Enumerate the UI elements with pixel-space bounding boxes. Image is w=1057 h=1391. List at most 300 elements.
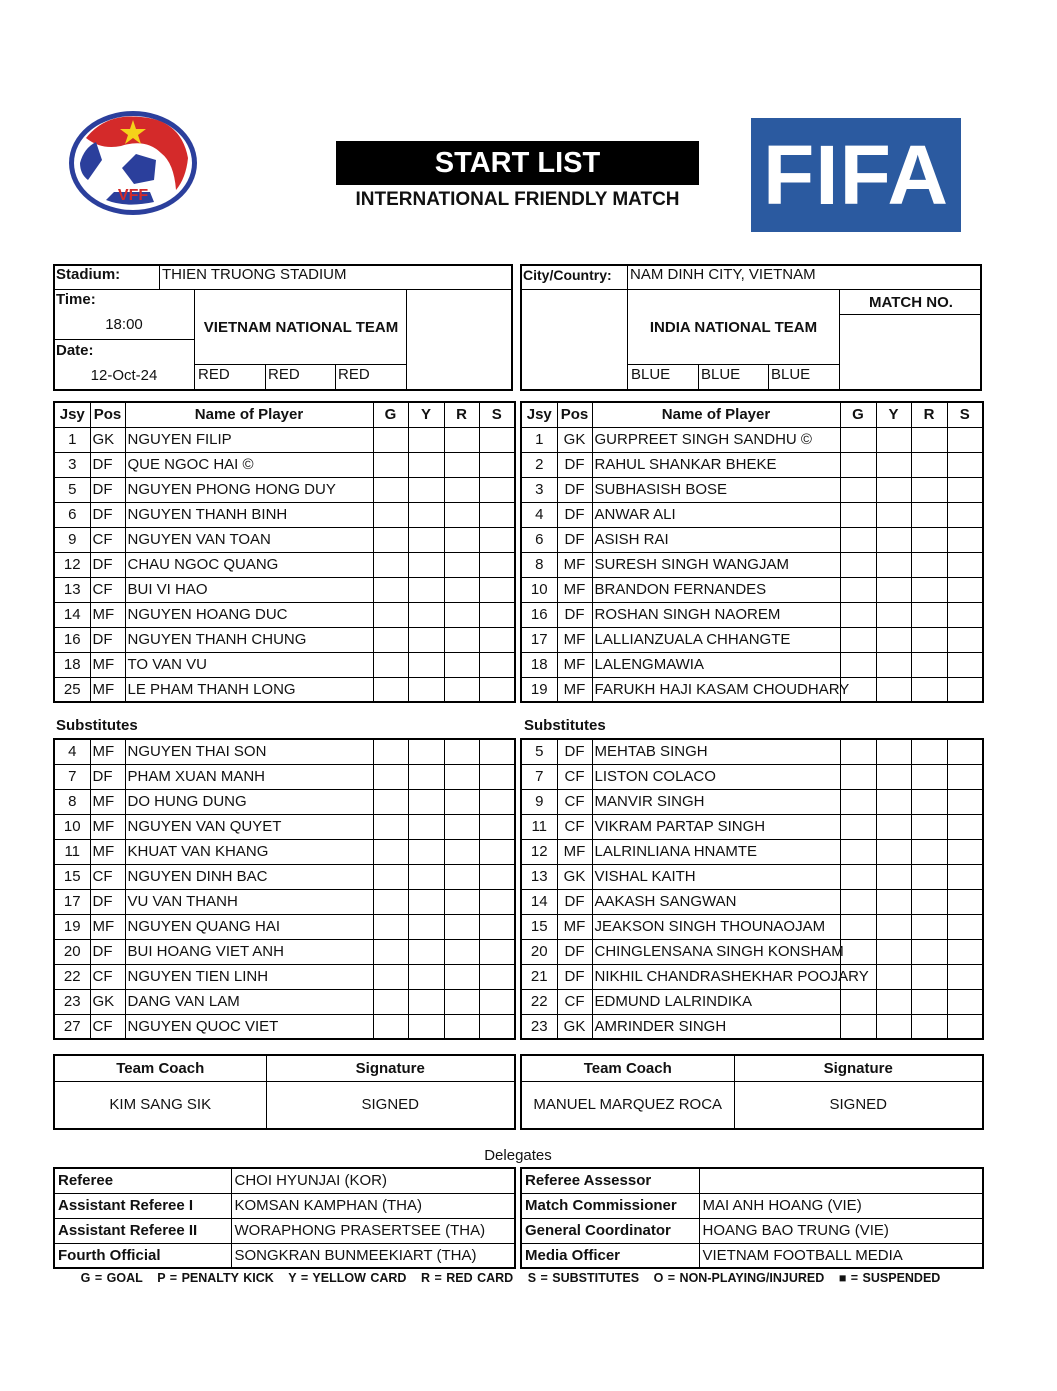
player-row — [521, 502, 983, 527]
yellow-cell — [408, 477, 444, 502]
away-team-name: INDIA NATIONAL TEAM — [649, 318, 818, 336]
player-jersey: 1 — [54, 427, 90, 452]
player-row — [521, 552, 983, 577]
player-row — [54, 764, 515, 789]
delegates-left-table — [53, 1167, 516, 1269]
player-name: VU VAN THANH — [125, 889, 373, 914]
stadium-label-cell — [53, 264, 160, 290]
fifa-logo: FIFA — [751, 118, 961, 232]
goal-cell — [840, 577, 876, 602]
goal-cell — [840, 502, 876, 527]
table-header — [521, 402, 983, 427]
red-cell — [444, 939, 479, 964]
away-kit-3-label: BLUE — [771, 366, 811, 383]
player-row — [54, 989, 515, 1014]
delegate-row — [54, 1218, 515, 1243]
yellow-cell — [876, 939, 911, 964]
player-row — [54, 527, 515, 552]
delegate-name: HOANG BAO TRUNG (VIE) — [699, 1218, 983, 1243]
sub-cell — [479, 839, 515, 864]
city-label: City/Country: — [523, 267, 612, 283]
red-cell — [911, 502, 947, 527]
yellow-cell — [408, 1014, 444, 1039]
player-row — [521, 814, 983, 839]
yellow-cell — [408, 889, 444, 914]
col-g: G — [373, 402, 408, 427]
player-jersey: 16 — [521, 602, 557, 627]
player-position: MF — [557, 552, 592, 577]
player-name: GURPREET SINGH SANDHU © — [592, 427, 840, 452]
goal-cell — [840, 627, 876, 652]
sub-cell — [947, 577, 983, 602]
delegate-role: Match Commissioner — [521, 1193, 699, 1218]
red-cell — [911, 839, 947, 864]
player-jersey: 8 — [521, 552, 557, 577]
away-kit-1-label: BLUE — [631, 366, 671, 383]
player-name: NGUYEN TIEN LINH — [125, 964, 373, 989]
divider — [53, 339, 195, 340]
player-position: DF — [90, 502, 125, 527]
player-position: GK — [90, 989, 125, 1014]
delegate-row — [54, 1193, 515, 1218]
yellow-cell — [408, 739, 444, 764]
yellow-cell — [408, 502, 444, 527]
sub-cell — [479, 864, 515, 889]
sub-cell — [479, 1014, 515, 1039]
goal-cell — [373, 427, 408, 452]
yellow-cell — [876, 477, 911, 502]
player-name: JEAKSON SINGH THOUNAOJAM — [592, 914, 840, 939]
player-position: CF — [90, 864, 125, 889]
player-position: CF — [557, 989, 592, 1014]
goal-cell — [373, 939, 408, 964]
player-jersey: 11 — [521, 814, 557, 839]
sub-cell — [947, 964, 983, 989]
home-kit-3 — [335, 364, 406, 391]
goal-cell — [373, 552, 408, 577]
col-g: G — [840, 402, 876, 427]
date-value: 12-Oct-24 — [90, 367, 158, 384]
goal-cell — [840, 989, 876, 1014]
player-position: DF — [90, 452, 125, 477]
col-s: S — [479, 402, 515, 427]
goal-cell — [840, 739, 876, 764]
legend-injured: O = NON-PLAYING/INJURED — [653, 1271, 825, 1285]
player-position: MF — [557, 677, 592, 702]
delegate-name: WORAPHONG PRASERTSEE (THA) — [231, 1218, 515, 1243]
away-subs-table — [520, 738, 984, 1040]
player-position: MF — [557, 839, 592, 864]
player-name: ROSHAN SINGH NAOREM — [592, 602, 840, 627]
divider — [406, 290, 407, 391]
sub-cell — [947, 452, 983, 477]
player-position: MF — [90, 814, 125, 839]
red-cell — [444, 739, 479, 764]
delegate-row — [521, 1168, 983, 1193]
player-position: CF — [90, 527, 125, 552]
col-r: R — [911, 402, 947, 427]
yellow-cell — [876, 839, 911, 864]
delegate-role: Referee — [54, 1168, 231, 1193]
player-jersey: 5 — [54, 477, 90, 502]
delegate-row — [521, 1193, 983, 1218]
col-jsy: Jsy — [54, 402, 90, 427]
red-cell — [444, 477, 479, 502]
player-row — [521, 889, 983, 914]
player-jersey: 1 — [521, 427, 557, 452]
player-jersey: 6 — [521, 527, 557, 552]
away-kit-1 — [628, 364, 699, 391]
delegates-title: Delegates — [484, 1147, 552, 1164]
red-cell — [911, 864, 947, 889]
player-name: NGUYEN FILIP — [125, 427, 373, 452]
yellow-cell — [876, 627, 911, 652]
yellow-cell — [408, 839, 444, 864]
red-cell — [444, 427, 479, 452]
red-cell — [444, 914, 479, 939]
player-position: MF — [557, 627, 592, 652]
delegate-role: Fourth Official — [54, 1243, 231, 1268]
red-cell — [911, 652, 947, 677]
away-coach-label: Team Coach — [521, 1055, 734, 1081]
yellow-cell — [876, 577, 911, 602]
red-cell — [444, 552, 479, 577]
delegates-right-table — [520, 1167, 984, 1269]
player-name: DO HUNG DUNG — [125, 789, 373, 814]
home-subs-table — [53, 738, 516, 1040]
player-row — [521, 577, 983, 602]
player-jersey: 22 — [54, 964, 90, 989]
home-subs-title: Substitutes — [56, 717, 138, 734]
sub-cell — [479, 652, 515, 677]
yellow-cell — [876, 889, 911, 914]
player-position: MF — [557, 577, 592, 602]
player-jersey: 16 — [54, 627, 90, 652]
yellow-cell — [876, 964, 911, 989]
sub-cell — [479, 477, 515, 502]
player-jersey: 21 — [521, 964, 557, 989]
player-name: QUE NGOC HAI © — [125, 452, 373, 477]
sub-cell — [479, 989, 515, 1014]
sub-cell — [947, 477, 983, 502]
player-jersey: 11 — [54, 839, 90, 864]
player-row — [521, 789, 983, 814]
player-row — [521, 964, 983, 989]
yellow-cell — [876, 427, 911, 452]
yellow-cell — [408, 939, 444, 964]
yellow-cell — [408, 577, 444, 602]
home-kit-2-label: RED — [268, 366, 300, 383]
home-signature: SIGNED — [266, 1081, 515, 1129]
match-no-label: MATCH NO. — [840, 290, 982, 315]
player-name: CHINGLENSANA SINGH KONSHAM — [592, 939, 840, 964]
player-name: PHAM XUAN MANH — [125, 764, 373, 789]
player-row — [54, 864, 515, 889]
time-label: Time: — [56, 291, 96, 308]
goal-cell — [840, 789, 876, 814]
player-row — [521, 602, 983, 627]
goal-cell — [373, 864, 408, 889]
goal-cell — [840, 1014, 876, 1039]
goal-cell — [373, 989, 408, 1014]
sub-cell — [479, 552, 515, 577]
red-cell — [444, 502, 479, 527]
home-coach-label: Team Coach — [54, 1055, 266, 1081]
player-position: MF — [557, 914, 592, 939]
player-name: NGUYEN VAN QUYET — [125, 814, 373, 839]
player-position: MF — [90, 789, 125, 814]
goal-cell — [840, 552, 876, 577]
player-position: DF — [557, 939, 592, 964]
player-row — [521, 452, 983, 477]
player-name: TO VAN VU — [125, 652, 373, 677]
player-position: MF — [90, 677, 125, 702]
yellow-cell — [408, 764, 444, 789]
player-position: GK — [557, 864, 592, 889]
yellow-cell — [408, 864, 444, 889]
goal-cell — [373, 627, 408, 652]
sub-cell — [479, 764, 515, 789]
player-position: MF — [90, 602, 125, 627]
player-position: CF — [557, 814, 592, 839]
away-kit-2-label: BLUE — [701, 366, 741, 383]
goal-cell — [373, 764, 408, 789]
legend-red: R = RED CARD — [420, 1271, 514, 1285]
city-value-cell — [627, 264, 982, 290]
player-jersey: 18 — [54, 652, 90, 677]
player-position: DF — [557, 502, 592, 527]
yellow-cell — [408, 552, 444, 577]
yellow-cell — [876, 764, 911, 789]
player-jersey: 12 — [54, 552, 90, 577]
player-name: EDMUND LALRINDIKA — [592, 989, 840, 1014]
legend-suspended: ■ = SUSPENDED — [838, 1271, 941, 1285]
yellow-cell — [408, 964, 444, 989]
player-name: AMRINDER SINGH — [592, 1014, 840, 1039]
goal-cell — [373, 677, 408, 702]
player-name: NGUYEN VAN TOAN — [125, 527, 373, 552]
delegate-role: Assistant Referee I — [54, 1193, 231, 1218]
player-row — [54, 889, 515, 914]
away-coach-name: MANUEL MARQUEZ ROCA — [521, 1081, 734, 1129]
player-position: CF — [90, 577, 125, 602]
yellow-cell — [876, 739, 911, 764]
sub-cell — [947, 627, 983, 652]
player-name: NGUYEN HOANG DUC — [125, 602, 373, 627]
red-cell — [911, 427, 947, 452]
player-jersey: 3 — [54, 452, 90, 477]
goal-cell — [373, 964, 408, 989]
goal-cell — [373, 914, 408, 939]
delegate-row — [521, 1218, 983, 1243]
player-row — [521, 627, 983, 652]
sub-cell — [479, 889, 515, 914]
player-position: CF — [557, 789, 592, 814]
red-cell — [444, 627, 479, 652]
match-no-value — [840, 315, 982, 391]
player-name: MANVIR SINGH — [592, 789, 840, 814]
date-label: Date: — [56, 342, 94, 359]
player-position: DF — [557, 477, 592, 502]
player-jersey: 6 — [54, 502, 90, 527]
col-y: Y — [408, 402, 444, 427]
player-row — [54, 652, 515, 677]
player-jersey: 22 — [521, 989, 557, 1014]
red-cell — [911, 477, 947, 502]
player-jersey: 4 — [54, 739, 90, 764]
vff-logo — [66, 108, 200, 218]
sub-cell — [479, 627, 515, 652]
home-kit-1-label: RED — [198, 366, 230, 383]
player-jersey: 18 — [521, 652, 557, 677]
red-cell — [911, 964, 947, 989]
red-cell — [911, 764, 947, 789]
player-jersey: 20 — [54, 939, 90, 964]
player-name: LISTON COLACO — [592, 764, 840, 789]
player-jersey: 4 — [521, 502, 557, 527]
player-row — [54, 427, 515, 452]
goal-cell — [373, 839, 408, 864]
home-kit-3-label: RED — [338, 366, 370, 383]
player-name: ASISH RAI — [592, 527, 840, 552]
col-name: Name of Player — [592, 402, 840, 427]
player-row — [54, 939, 515, 964]
player-name: NGUYEN THAI SON — [125, 739, 373, 764]
red-cell — [444, 839, 479, 864]
red-cell — [911, 989, 947, 1014]
player-row — [54, 739, 515, 764]
vff-logo-text: VFF — [117, 187, 149, 204]
legend-yellow: Y = YELLOW CARD — [288, 1271, 407, 1285]
goal-cell — [840, 427, 876, 452]
delegate-name: VIETNAM FOOTBALL MEDIA — [699, 1243, 983, 1268]
player-position: DF — [557, 452, 592, 477]
player-jersey: 9 — [521, 789, 557, 814]
player-jersey: 14 — [521, 889, 557, 914]
goal-cell — [373, 452, 408, 477]
red-cell — [444, 789, 479, 814]
player-position: CF — [90, 964, 125, 989]
player-jersey: 9 — [54, 527, 90, 552]
sub-cell — [947, 889, 983, 914]
player-name: NGUYEN QUANG HAI — [125, 914, 373, 939]
red-cell — [911, 677, 947, 702]
player-name: LALENGMAWIA — [592, 652, 840, 677]
delegate-name: CHOI HYUNJAI (KOR) — [231, 1168, 515, 1193]
player-jersey: 3 — [521, 477, 557, 502]
red-cell — [911, 789, 947, 814]
player-row — [521, 652, 983, 677]
sub-cell — [479, 677, 515, 702]
sub-cell — [479, 602, 515, 627]
player-position: GK — [90, 427, 125, 452]
red-cell — [444, 764, 479, 789]
col-y: Y — [876, 402, 911, 427]
player-jersey: 13 — [54, 577, 90, 602]
player-position: MF — [557, 652, 592, 677]
player-row — [54, 502, 515, 527]
match-type: INTERNATIONAL FRIENDLY MATCH — [355, 189, 680, 210]
red-cell — [911, 527, 947, 552]
delegate-name: MAI ANH HOANG (VIE) — [699, 1193, 983, 1218]
yellow-cell — [408, 527, 444, 552]
goal-cell — [840, 452, 876, 477]
yellow-cell — [408, 814, 444, 839]
sub-cell — [947, 914, 983, 939]
player-jersey: 19 — [521, 677, 557, 702]
legend — [53, 1271, 968, 1285]
yellow-cell — [876, 602, 911, 627]
player-row — [54, 627, 515, 652]
away-starters-table — [520, 401, 984, 703]
sub-cell — [947, 677, 983, 702]
player-jersey: 13 — [521, 864, 557, 889]
red-cell — [444, 677, 479, 702]
yellow-cell — [876, 814, 911, 839]
player-name: NGUYEN THANH CHUNG — [125, 627, 373, 652]
red-cell — [444, 889, 479, 914]
goal-cell — [840, 889, 876, 914]
sub-cell — [479, 427, 515, 452]
player-name: LALRINLIANA HNAMTE — [592, 839, 840, 864]
yellow-cell — [876, 677, 911, 702]
player-position: DF — [90, 477, 125, 502]
red-cell — [444, 1014, 479, 1039]
goal-cell — [840, 764, 876, 789]
goal-cell — [373, 502, 408, 527]
player-position: DF — [90, 889, 125, 914]
yellow-cell — [876, 989, 911, 1014]
player-name: MEHTAB SINGH — [592, 739, 840, 764]
yellow-cell — [876, 914, 911, 939]
yellow-cell — [408, 602, 444, 627]
player-jersey: 15 — [521, 914, 557, 939]
away-coach-table — [520, 1054, 984, 1130]
player-name: NIKHIL CHANDRASHEKHAR POOJARY — [592, 964, 840, 989]
player-position: DF — [90, 552, 125, 577]
home-team-name: VIETNAM NATIONAL TEAM — [203, 318, 399, 336]
player-position: CF — [557, 764, 592, 789]
red-cell — [911, 914, 947, 939]
goal-cell — [840, 527, 876, 552]
player-position: MF — [90, 652, 125, 677]
away-subs-title: Substitutes — [524, 717, 606, 734]
col-r: R — [444, 402, 479, 427]
delegate-role: General Coordinator — [521, 1218, 699, 1243]
goal-cell — [373, 577, 408, 602]
red-cell — [444, 864, 479, 889]
player-name: BUI HOANG VIET ANH — [125, 939, 373, 964]
yellow-cell — [876, 452, 911, 477]
red-cell — [444, 964, 479, 989]
legend-penalty: P = PENALTY KICK — [157, 1271, 274, 1285]
player-position: MF — [90, 914, 125, 939]
player-jersey: 17 — [521, 627, 557, 652]
yellow-cell — [876, 864, 911, 889]
goal-cell — [373, 889, 408, 914]
sub-cell — [947, 739, 983, 764]
away-signature: SIGNED — [734, 1081, 983, 1129]
yellow-cell — [876, 652, 911, 677]
goal-cell — [840, 864, 876, 889]
away-kit-3 — [768, 364, 839, 391]
player-jersey: 25 — [54, 677, 90, 702]
city-value: NAM DINH CITY, VIETNAM — [630, 266, 816, 283]
goal-cell — [373, 1014, 408, 1039]
player-row — [54, 814, 515, 839]
sub-cell — [947, 939, 983, 964]
yellow-cell — [408, 914, 444, 939]
